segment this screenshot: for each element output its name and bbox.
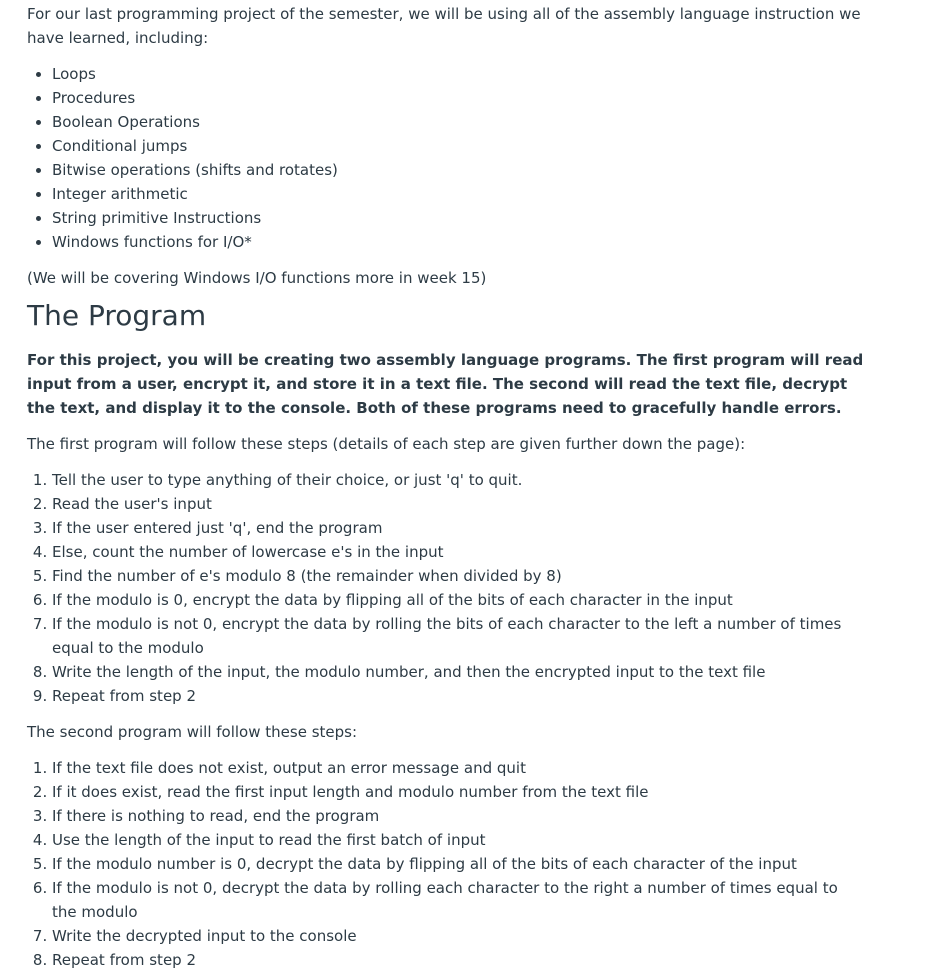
topic-item: • Integer arithmetic	[52, 182, 867, 206]
step-item: 2. Read the user's input	[52, 492, 867, 516]
step-item: 6. If the modulo is 0, encrypt the data by flipping all of the bits of each character in the input	[52, 588, 867, 612]
topic-item: • Procedures	[52, 86, 867, 110]
step-item: 6. If the modulo is not 0, decrypt the data by rolling each character to the right a number of times equal to the modulo	[52, 876, 867, 924]
topics-list	[27, 62, 867, 254]
step-item: 4. Use the length of the input to read the first batch of input	[52, 828, 867, 852]
step-item: 4. Else, count the number of lowercase e's in the input	[52, 540, 867, 564]
step-item: 2. If it does exist, read the first input length and modulo number from the text file	[52, 780, 867, 804]
second-program-lead: The second program will follow these steps:	[27, 723, 358, 741]
step-item: 5. Find the number of e's modulo 8 (the remainder when divided by 8)	[52, 564, 867, 588]
topic-item: • String primitive Instructions	[52, 206, 867, 230]
program-summary: For this project, you will be creating two assembly language programs. The first program will read input from a user, encrypt it, and store it in a text file. The second will read the text file, decrypt the text, and display it to the console. Both of these programs need to gracefully handle errors.	[27, 351, 864, 417]
topic-item: • Windows functions for I/O*	[52, 230, 867, 254]
first-program-steps	[27, 468, 867, 708]
step-item: 1. If the text file does not exist, output an error message and quit	[52, 756, 867, 780]
step-item: 1. Tell the user to type anything of their choice, or just 'q' to quit.	[52, 468, 867, 492]
topic-item: • Bitwise operations (shifts and rotates)	[52, 158, 867, 182]
intro-paragraph: For our last programming project of the semester, we will be using all of the assembly language instruction we have learned, including:	[27, 5, 861, 47]
topic-item: • Loops	[52, 62, 867, 86]
step-item: 3. If there is nothing to read, end the program	[52, 804, 867, 828]
step-item: 7. If the modulo is not 0, encrypt the data by rolling the bits of each character to the left a number of times equal to the modulo	[52, 612, 867, 660]
first-program-lead: The first program will follow these steps (details of each step are given further down the page):	[27, 435, 746, 453]
step-item: 7. Write the decrypted input to the console	[52, 924, 867, 948]
step-item: 8. Repeat from step 2	[52, 948, 867, 972]
step-item: 3. If the user entered just 'q', end the program	[52, 516, 867, 540]
program-heading: The Program	[27, 299, 207, 332]
topic-item: • Boolean Operations	[52, 110, 867, 134]
step-item: 5. If the modulo number is 0, decrypt the data by flipping all of the bits of each character of the input	[52, 852, 867, 876]
step-item: 8. Write the length of the input, the modulo number, and then the encrypted input to the text file	[52, 660, 867, 684]
topic-item: • Conditional jumps	[52, 134, 867, 158]
second-program-steps	[27, 756, 867, 972]
io-note: (We will be covering Windows I/O functions more in week 15)	[27, 269, 487, 287]
step-item: 9. Repeat from step 2	[52, 684, 867, 708]
